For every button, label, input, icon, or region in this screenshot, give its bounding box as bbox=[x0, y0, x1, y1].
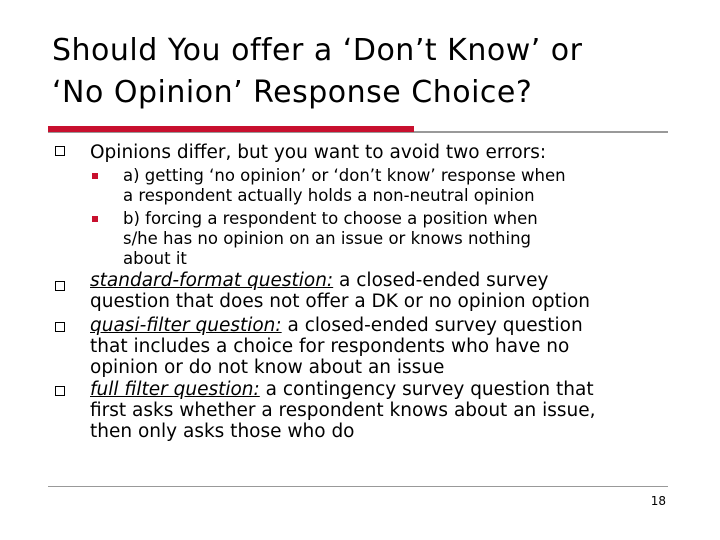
title-line-2: ‘No Opinion’ Response Choice? bbox=[52, 75, 533, 110]
bullet-3-line-3: opinion or do not know about an issue bbox=[90, 357, 445, 378]
square-bullet-icon bbox=[92, 216, 98, 222]
term-quasi-filter: quasi-filter question: bbox=[90, 315, 282, 336]
bullet-2-line-2: question that does not offer a DK or no opinion option bbox=[90, 291, 591, 312]
page-number: 18 bbox=[650, 494, 666, 508]
bullet-3-line-1 bbox=[90, 315, 583, 336]
sub-bullet-b-line-1: b) forcing a respondent to choose a position when bbox=[123, 209, 538, 228]
hollow-square-bullet-icon bbox=[55, 386, 65, 396]
footer-divider bbox=[48, 486, 668, 487]
bullet-3-line-2: that includes a choice for respondents who have no bbox=[90, 336, 570, 357]
bullet-4-line-1 bbox=[90, 379, 594, 400]
title-line-1: Should You offer a ‘Don’t Know’ or bbox=[52, 33, 583, 68]
slide-title bbox=[52, 30, 692, 114]
bullet-4-line-3: then only asks those who do bbox=[90, 421, 355, 442]
title-accent-bar bbox=[48, 126, 414, 132]
term-full-filter: full filter question: bbox=[90, 379, 260, 400]
sub-bullet-a-line-2: a respondent actually holds a non-neutral opinion bbox=[123, 186, 535, 205]
bullet-2-rest: a closed-ended survey bbox=[333, 270, 549, 291]
sub-bullet-b-line-2: s/he has no opinion on an issue or knows nothing bbox=[123, 229, 532, 248]
hollow-square-bullet-icon bbox=[55, 146, 65, 156]
bullet-4-line-2: first asks whether a respondent knows about an issue, bbox=[90, 400, 596, 421]
bullet-1-text: Opinions differ, but you want to avoid two errors: bbox=[90, 142, 547, 163]
sub-bullet-a-line-1: a) getting ‘no opinion’ or ‘don’t know’ response when bbox=[123, 166, 566, 185]
sub-bullet-b-line-3: about it bbox=[123, 249, 187, 268]
bullet-4-rest: a contingency survey question that bbox=[259, 379, 594, 400]
hollow-square-bullet-icon bbox=[55, 322, 65, 332]
square-bullet-icon bbox=[92, 173, 98, 179]
hollow-square-bullet-icon bbox=[55, 281, 65, 291]
term-standard-format: standard-format question: bbox=[90, 270, 334, 291]
bullet-3-rest: a closed-ended survey question bbox=[281, 315, 583, 336]
bullet-2-line-1 bbox=[90, 270, 548, 291]
